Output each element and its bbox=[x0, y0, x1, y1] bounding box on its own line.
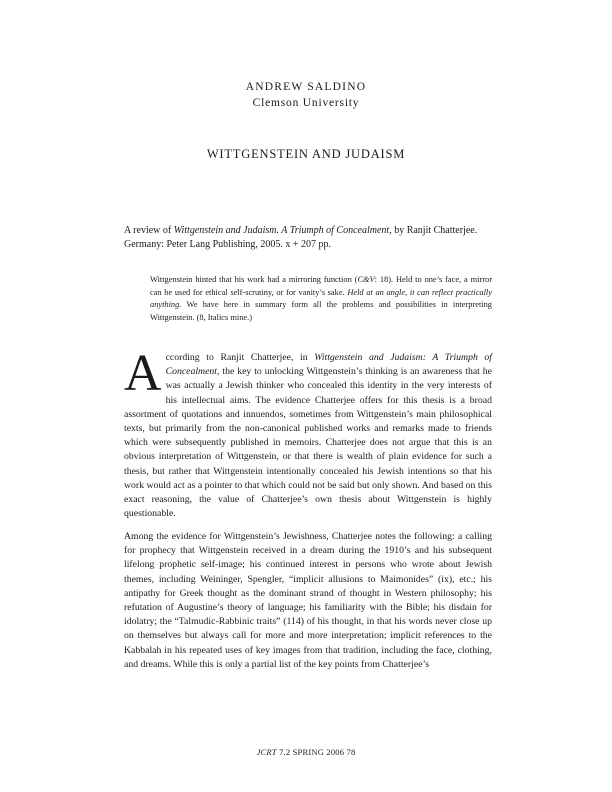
paragraph-1-book-title: Wittgenstein and Judaism: A Triumph of Concealment, bbox=[165, 352, 492, 378]
review-citation bbox=[124, 224, 492, 252]
review-book-title: Wittgenstein and Judaism. A Triumph of Concealment bbox=[173, 225, 390, 236]
quote-part-2: : 18). Held to one’s face, a mirror can be used for ethical self-scrutiny, or for vanity’s sake. bbox=[150, 275, 492, 297]
footer-issue-page: 7.2 SPRING 2006 78 bbox=[276, 747, 356, 757]
quote-italic: Held at an angle, it can reflect practically anything. bbox=[150, 287, 492, 310]
paragraph-1 bbox=[124, 345, 492, 521]
epigraph-quote bbox=[150, 274, 492, 324]
review-suffix: , by Ranjit Chatterjee. Germany: Peter Lang Publishing, 2005. x + 207 pp. bbox=[124, 225, 478, 250]
page-footer bbox=[0, 747, 612, 757]
quote-part-1: Wittgenstein hinted that his work had a mirroring function ( bbox=[150, 275, 358, 284]
review-prefix: A review of bbox=[124, 225, 174, 236]
author-affiliation: Clemson University bbox=[252, 97, 360, 109]
article-header bbox=[0, 79, 612, 111]
journal-abbrev: JCRT bbox=[256, 747, 277, 757]
quote-cv: C&V bbox=[357, 275, 375, 284]
author-name: ANDREW SALDINO bbox=[245, 81, 367, 93]
paragraph-2: Among the evidence for Wittgenstein’s Jewishness, Chatterjee notes the following: a calling for prophecy that Wittgenstein received in a dream during the 1910’s and his subsequent lifelong prophetic self-image; his continued interest in persons who wrote about Jewish themes, including Weininger, Spengler, “implicit allusions to Maimonides” (ix), etc.; his antipathy for Greek thought as the dominant strand of thought in Western philosophy; his refutation of Augustine’s theory of language; his familiarity with the Bible; his disdain for idolatry; the “Talmudic-Rabbinic traits” (114) of his thought, in that his words never close up on themselves but always call for more and more interpretation; implicit references to the Kabbalah in his repeated uses of key images from that tradition, including the face, clothing, and dreams. While this is only a partial list of the key points from Chatterjee’s bbox=[124, 531, 492, 670]
paragraph-1-part-1: ccording to Ranjit Chatterjee, in bbox=[165, 352, 315, 363]
article-title: WITTGENSTEIN AND JUDAISM bbox=[206, 147, 406, 161]
paragraph-1-part-2: the key to unlocking Wittgenstein’s thinking is an awareness that he was actually a Jewish thinker who concealed this identity in the very interests of his intellectual aims. The evidence Chatterjee offers for this thesis is a broad assortment of quotations and innuendos, sometimes from Wittgenstein’s main philosophical texts, but primarily from the non-canonical published works and remarks made to friends which were subsequently published in memoirs. Chatterjee does not argue that this is an obvious interpretation of Wittgenstein, or that there is wealth of plain evidence for such a thesis, but rather that Wittgenstein intentionally concealed his Jewish intentions so that his work would act as a pointer to that which could not be said but only shown. And based on this exact reasoning, the value of Chatterjee’s own thesis about Wittgenstein is highly questionable. bbox=[124, 366, 492, 520]
quote-part-3: We have here in summary form all the problems and possibilities in interpreting Wittgenstein. (8, Italics mine.) bbox=[150, 300, 492, 322]
drop-cap: A bbox=[124, 345, 162, 402]
